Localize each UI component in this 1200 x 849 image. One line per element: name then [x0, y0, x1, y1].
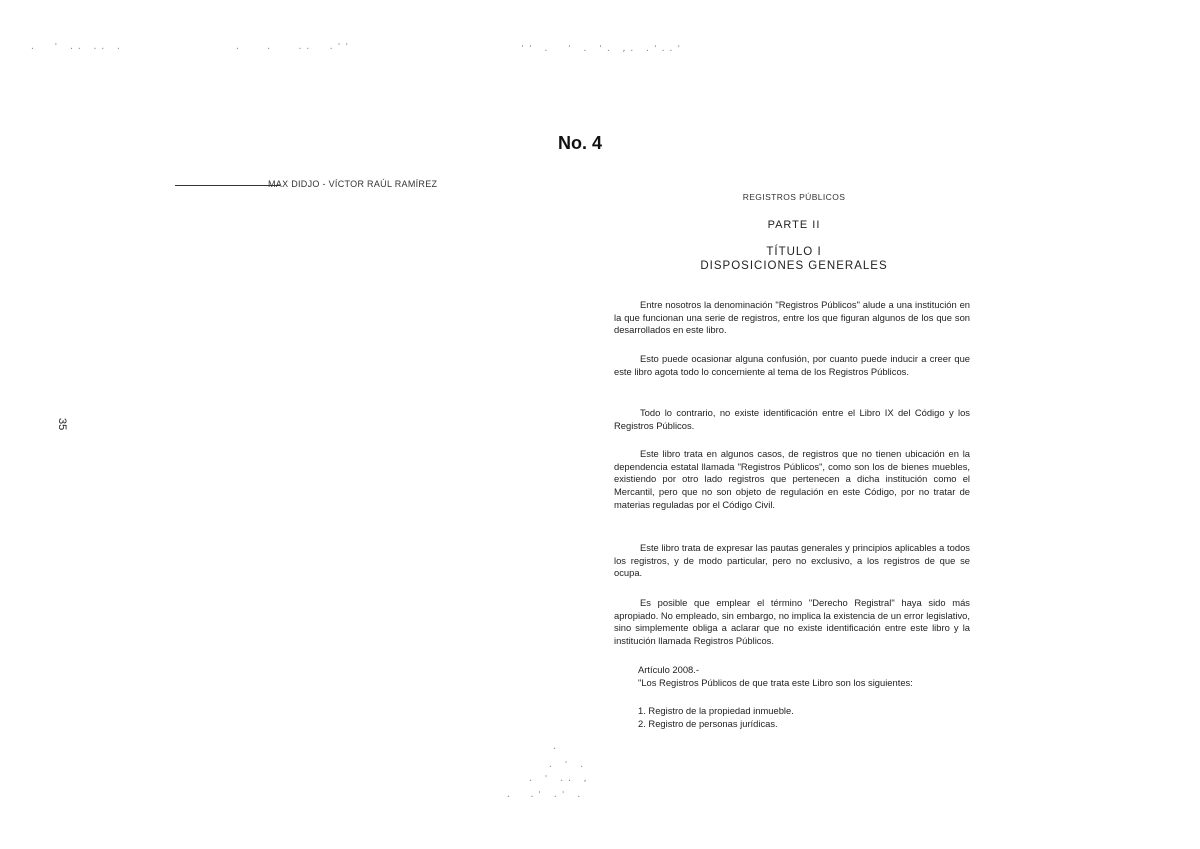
title-heading: TÍTULO I [766, 246, 822, 258]
paragraph: Entre nosotros la denominación "Registros Públicos" alude a una institución en la que funcionan una serie de registros, entre los que figuran algunos de los que son desarrollados en este libro. [614, 299, 970, 336]
left-running-header: MAX DIDJO - VÍCTOR RAÚL RAMÍREZ [268, 179, 438, 189]
article-heading: Artículo 2008.- [638, 664, 699, 675]
paragraph: Este libro trata en algunos casos, de registros que no tienen ubicación en la dependencia estatal llamada "Registros Públicos", como son los de bienes muebles, existiendo por otro lado registros que pertenecen a dicha institución como el Mercantil, pero que no son objeto de regulación en este Código, por no tratar de materias reguladas por el Código Civil. [614, 448, 970, 510]
scan-noise-top-right: '' . ' . '. ,. .'..' [520, 44, 685, 53]
article-list [638, 705, 972, 730]
paragraph: Es posible que emplear el término "Derecho Registral" haya sido más apropiado. No empleado, sin embargo, no implica la existencia de un error legislativo, sino simplemente obliga a aclarar que no existe identificación entre este libro y la institución llamada Registros Públicos. [614, 597, 970, 647]
list-item: 1. Registro de la propiedad inmueble. [638, 705, 794, 717]
document-number: No. 4 [557, 133, 602, 153]
scan-noise-bottom-4: . .' .' . [506, 790, 585, 799]
paragraph: Este libro trata de expresar las pautas generales y principios aplicables a todos los registros, y de modo particular, pero no exclusivo, a los registros de que se ocupa. [614, 542, 970, 579]
part-title: PARTE II [767, 219, 821, 231]
left-header-rule [175, 185, 280, 186]
scan-noise-top-left: . ' .. .. . [30, 42, 124, 51]
paragraph: Todo lo contrario, no existe identificación entre el Libro IX del Código y los Registros Públicos. [614, 407, 970, 431]
article-quote: "Los Registros Públicos de que trata este Libro son los siguientes: [638, 676, 913, 688]
title-subheading: DISPOSICIONES GENERALES [700, 260, 888, 272]
scan-noise-top-middle: . . .. .'' [235, 42, 353, 51]
scan-noise-bottom-2: . ' . [548, 760, 588, 769]
list-item: 2. Registro de personas jurídicas. [638, 718, 778, 730]
right-running-header: REGISTROS PÚBLICOS [742, 192, 846, 202]
paragraph: Esto puede ocasionar alguna confusión, por cuanto puede inducir a creer que este libro agota todo lo concerniente al tema de los Registros Públicos. [614, 353, 970, 377]
page-number: 35 [56, 418, 68, 431]
scan-noise-bottom-3: . ' .. , [528, 774, 591, 783]
article-block [638, 664, 972, 731]
scan-noise-bottom-1: . [552, 742, 560, 751]
